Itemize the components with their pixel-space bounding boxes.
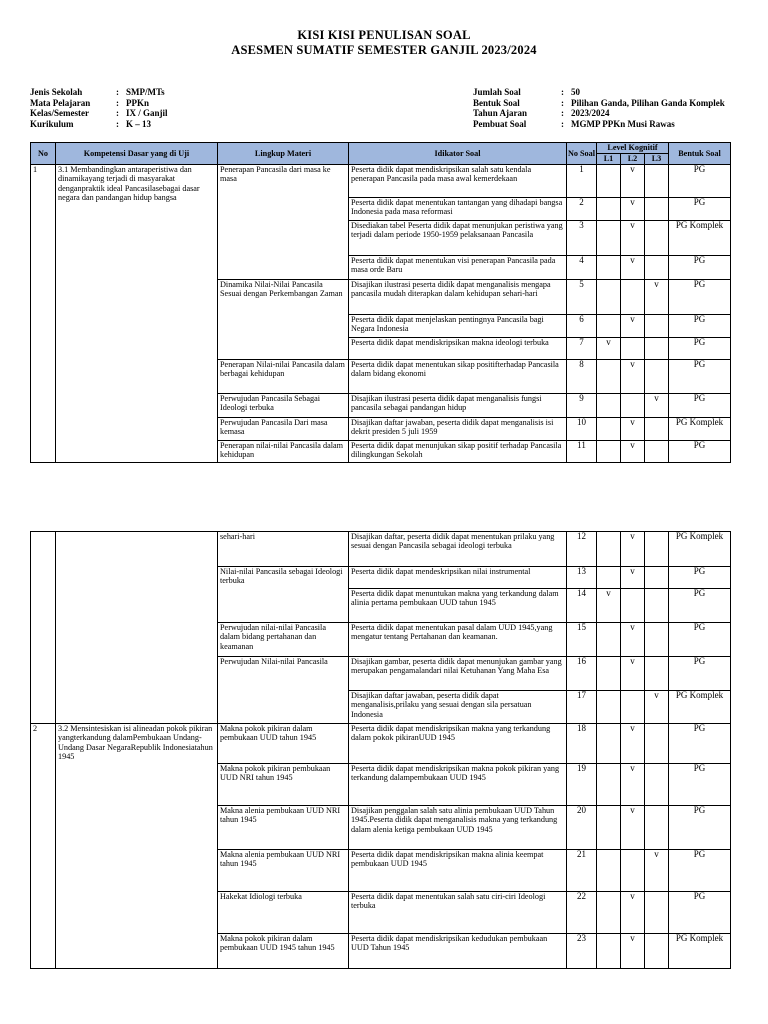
header-indikator: Idikator Soal <box>349 143 567 165</box>
level-l2 <box>621 589 645 623</box>
indikator: Disajikan ilustrasi peserta didik dapat menganalisis mengapa pancasila mudah diterapkan dalam kehidupan sehari-hari <box>349 280 567 315</box>
header-lingkup-materi: Lingkup Materi <box>218 143 349 165</box>
indikator: Disajikan ilustrasi peserta didik dapat menganalisis fungsi pancasila sebagai pandangan hidup <box>349 394 567 418</box>
level-l1 <box>597 280 621 315</box>
info-value: MGMP PPKn Musi Rawas <box>571 118 675 129</box>
level-l3 <box>645 589 669 623</box>
indikator: Peserta didik dapat menentukan tantangan yang dihadapi bangsa Indonesia pada masa reformasi <box>349 198 567 221</box>
table-row <box>31 724 731 764</box>
indikator: Disediakan tabel Peserta didik dapat menunjukan peristiwa yang terjadi dalam periode 1950-1959 pelaksanaan Pancasila <box>349 221 567 256</box>
no-soal: 9 <box>567 394 597 418</box>
level-l1: v <box>597 589 621 623</box>
group-no <box>31 532 56 724</box>
level-l1 <box>597 934 621 969</box>
header-l1: L1 <box>597 154 621 165</box>
level-l1 <box>597 623 621 657</box>
level-l2: v <box>621 441 645 463</box>
level-l1 <box>597 441 621 463</box>
no-soal: 6 <box>567 315 597 338</box>
level-l3 <box>645 806 669 850</box>
level-l3 <box>645 532 669 567</box>
level-l2: v <box>621 806 645 850</box>
table-row <box>31 165 731 198</box>
kisi-kisi-table-part1 <box>30 142 731 463</box>
level-l3 <box>645 764 669 806</box>
document-subtitle: ASESMEN SUMATIF SEMESTER GANJIL 2023/2024 <box>231 43 537 57</box>
level-l1 <box>597 532 621 567</box>
level-l3: v <box>645 850 669 892</box>
kompetensi-dasar: 3.2 Mensintesiskan isi alineadan pokok pikiran yangterkandung dalamPembukaan Undang-Undang Dasar NegaraRepublik Indonesiatahun 1945 <box>56 724 218 969</box>
info-label: Mata Pelajaran <box>30 97 91 108</box>
info-label: Pembuat Soal <box>473 118 527 129</box>
info-right-block <box>473 87 725 129</box>
no-soal: 4 <box>567 256 597 280</box>
lingkup-materi: Penerapan nilai-nilai Pancasila dalam kehidupan <box>218 441 349 463</box>
lingkup-materi: Perwujudan Pancasila Sebagai Ideologi terbuka <box>218 394 349 418</box>
bentuk-soal: PG <box>669 394 731 418</box>
indikator: Peserta didik dapat mendiskripsikan kedudukan pembukaan UUD Tahun 1945 <box>349 934 567 969</box>
no-soal: 10 <box>567 418 597 441</box>
level-l1 <box>597 315 621 338</box>
indikator: Peserta didik dapat mendiskripsikan salah satu kendala penerapan Pancasila pada masa awal kemerdekaan <box>349 165 567 198</box>
level-l3 <box>645 338 669 360</box>
level-l2: v <box>621 567 645 589</box>
level-l2: v <box>621 418 645 441</box>
header-l2: L2 <box>621 154 645 165</box>
header-l3: L3 <box>645 154 669 165</box>
info-row <box>473 108 725 119</box>
level-l1 <box>597 724 621 764</box>
info-left-block <box>30 87 168 129</box>
level-l2: v <box>621 892 645 934</box>
level-l3: v <box>645 394 669 418</box>
bentuk-soal: PG <box>669 623 731 657</box>
header-no: No <box>31 143 56 165</box>
info-label: Kelas/Semester <box>30 108 89 118</box>
level-l3 <box>645 418 669 441</box>
info-label: Tahun Ajaran <box>473 108 527 118</box>
info-label: Jumlah Soal <box>473 87 521 97</box>
level-l2: v <box>621 934 645 969</box>
kompetensi-dasar: 3.1 Membandingkan antaraperistiwa dan dinamikayang terjadi di masyarakat denganpraktik ideal Pancasilasebagai dasar negara dan pandangan hidup bangsa <box>56 165 218 463</box>
level-l3 <box>645 567 669 589</box>
bentuk-soal: PG <box>669 198 731 221</box>
indikator: Peserta didik dapat menjelaskan pentingnya Pancasila bagi Negara Indonesia <box>349 315 567 338</box>
no-soal: 3 <box>567 221 597 256</box>
header-bentuk-soal: Bentuk Soal <box>669 143 731 165</box>
no-soal: 16 <box>567 657 597 691</box>
level-l2: v <box>621 198 645 221</box>
no-soal: 23 <box>567 934 597 969</box>
indikator: Disajikan daftar jawaban, peserta didik dapat menganalisis isi dekrit presiden 5 juli 1959 <box>349 418 567 441</box>
level-l3 <box>645 315 669 338</box>
info-label: Kurikulum <box>30 118 74 129</box>
table-row <box>31 532 731 567</box>
bentuk-soal: PG <box>669 165 731 198</box>
level-l1 <box>597 764 621 806</box>
level-l1 <box>597 806 621 850</box>
bentuk-soal: PG <box>669 850 731 892</box>
level-l3 <box>645 892 669 934</box>
bentuk-soal: PG Komplek <box>669 418 731 441</box>
info-row <box>473 98 725 109</box>
info-sep: : <box>116 97 119 108</box>
bentuk-soal: PG <box>669 256 731 280</box>
no-soal: 22 <box>567 892 597 934</box>
level-l2 <box>621 280 645 315</box>
no-soal: 20 <box>567 806 597 850</box>
indikator: Peserta didik dapat menuntukan makna yang terkandung dalam alinia pertama pembukaan UUD tahun 1945 <box>349 589 567 623</box>
level-l2: v <box>621 623 645 657</box>
bentuk-soal: PG <box>669 589 731 623</box>
level-l2: v <box>621 256 645 280</box>
level-l1 <box>597 657 621 691</box>
lingkup-materi: Hakekat Idiologi terbuka <box>218 892 349 934</box>
no-soal: 18 <box>567 724 597 764</box>
level-l2 <box>621 394 645 418</box>
info-value: 50 <box>571 87 580 97</box>
indikator: Peserta didik dapat menentukan salah satu ciri-ciri Ideologi terbuka <box>349 892 567 934</box>
level-l3 <box>645 657 669 691</box>
level-l1 <box>597 256 621 280</box>
info-label: Bentuk Soal <box>473 97 520 108</box>
level-l2 <box>621 691 645 724</box>
level-l1 <box>597 360 621 394</box>
level-l3 <box>645 165 669 198</box>
info-sep: : <box>561 108 564 118</box>
level-l3 <box>645 934 669 969</box>
lingkup-materi: Penerapan Nilai-nilai Pancasila dalam berbagai kehidupan <box>218 360 349 394</box>
no-soal: 5 <box>567 280 597 315</box>
bentuk-soal: PG <box>669 724 731 764</box>
info-sep: : <box>116 118 119 129</box>
indikator: Disajikan daftar jawaban, peserta didik dapat menganalisis,prilaku yang sesuai dengan sila persatuan Indonesia <box>349 691 567 724</box>
header-no-soal: No Soal <box>567 143 597 165</box>
bentuk-soal: PG <box>669 315 731 338</box>
indikator: Peserta didik dapat mendiskripsikan makna ideologi terbuka <box>349 338 567 360</box>
header-level-kognitif: Level Kognitif <box>597 143 669 154</box>
indikator: Peserta didik dapat mendeskripsikan nilai instrumental <box>349 567 567 589</box>
info-row <box>30 98 168 109</box>
level-l3 <box>645 441 669 463</box>
indikator: Peserta didik dapat mendiskripsikan makna yang terkandung dalam pokok pikiranUUD 1945 <box>349 724 567 764</box>
lingkup-materi: Makna alenia pembukaan UUD NRI tahun 1945 <box>218 806 349 850</box>
level-l1 <box>597 567 621 589</box>
level-l3: v <box>645 691 669 724</box>
level-l3 <box>645 623 669 657</box>
document-title: KISI KISI PENULISAN SOAL <box>297 28 471 42</box>
info-value: K – 13 <box>126 118 152 129</box>
indikator: Peserta didik dapat mendiskripsikan makna alinia keempat pembukaan UUD 1945 <box>349 850 567 892</box>
no-soal: 14 <box>567 589 597 623</box>
bentuk-soal: PG <box>669 892 731 934</box>
no-soal: 8 <box>567 360 597 394</box>
bentuk-soal: PG <box>669 360 731 394</box>
lingkup-materi: Nilai-nilai Pancasila sebagai Ideologi terbuka <box>218 567 349 623</box>
level-l3 <box>645 724 669 764</box>
level-l2: v <box>621 724 645 764</box>
level-l2: v <box>621 165 645 198</box>
info-sep: : <box>116 87 119 97</box>
bentuk-soal: PG <box>669 280 731 315</box>
level-l2: v <box>621 360 645 394</box>
bentuk-soal: PG <box>669 441 731 463</box>
indikator: Disajikan gambar, peserta didik dapat menunjukan gambar yang merupakan pengamalandari nilai Ketuhanan Yang Maha Esa <box>349 657 567 691</box>
level-l2: v <box>621 315 645 338</box>
indikator: Peserta didik dapat menunjukan sikap positif terhadap Pancasila dilingkungan Sekolah <box>349 441 567 463</box>
info-value: IX / Ganjil <box>126 108 168 118</box>
info-row <box>30 108 168 119</box>
header-kd: Kompetensi Dasar yang di Uji <box>56 143 218 165</box>
lingkup-materi: Makna pokok pikiran dalam pembukaan UUD 1945 tahun 1945 <box>218 934 349 969</box>
lingkup-materi: Dinamika Nilai-Nilai Pancasila Sesuai dengan Perkembangan Zaman <box>218 280 349 360</box>
bentuk-soal: PG Komplek <box>669 691 731 724</box>
lingkup-materi: Perwujudan nilai-nilai Pancasila dalam bidang pertahanan dan keamanan <box>218 623 349 657</box>
info-sep: : <box>561 97 564 108</box>
info-value: 2023/2024 <box>571 108 610 118</box>
bentuk-soal: PG Komplek <box>669 934 731 969</box>
no-soal: 7 <box>567 338 597 360</box>
level-l3 <box>645 360 669 394</box>
info-value: PPKn <box>126 97 150 108</box>
no-soal: 13 <box>567 567 597 589</box>
level-l1 <box>597 850 621 892</box>
indikator: Disajikan daftar, peserta didik dapat menentukan prilaku yang sesuai dengan Pancasila sebagai ideologi terbuka <box>349 532 567 567</box>
no-soal: 19 <box>567 764 597 806</box>
no-soal: 11 <box>567 441 597 463</box>
level-l1: v <box>597 338 621 360</box>
level-l1 <box>597 394 621 418</box>
info-row <box>473 87 725 98</box>
level-l1 <box>597 165 621 198</box>
kisi-kisi-table-part2 <box>30 531 731 969</box>
indikator: Peserta didik dapat menentukan pasal dalam UUD 1945,yang mengatur tentang Pertahanan dan keamanan. <box>349 623 567 657</box>
bentuk-soal: PG <box>669 567 731 589</box>
group-no: 2 <box>31 724 56 969</box>
bentuk-soal: PG <box>669 338 731 360</box>
bentuk-soal: PG <box>669 806 731 850</box>
indikator: Peserta didik dapat menentukan sikap positifterhadap Pancasila dalam bidang ekonomi <box>349 360 567 394</box>
info-sep: : <box>116 108 119 118</box>
level-l1 <box>597 198 621 221</box>
level-l1 <box>597 221 621 256</box>
level-l3 <box>645 221 669 256</box>
info-row <box>30 87 168 98</box>
lingkup-materi: Penerapan Pancasila dari masa ke masa <box>218 165 349 280</box>
level-l2: v <box>621 221 645 256</box>
indikator: Disajikan penggalan salah satu alinia pembukaan UUD Tahun 1945.Peserta didik dapat menganalisis makna yang terkandung dalam alenia ketiga pembukaan UUD 1945 <box>349 806 567 850</box>
lingkup-materi: Perwujudan Nilai-nilai Pancasila <box>218 657 349 724</box>
level-l1 <box>597 892 621 934</box>
lingkup-materi: Makna pokok pikiran dalam pembukaan UUD tahun 1945 <box>218 724 349 764</box>
indikator: Peserta didik dapat mendiskripsikan makna pokok pikiran yang terkandung dalampembukaan UUD 1945 <box>349 764 567 806</box>
lingkup-materi: sehari-hari <box>218 532 349 567</box>
kompetensi-dasar <box>56 532 218 724</box>
level-l2: v <box>621 657 645 691</box>
indikator: Peserta didik dapat menentukan visi penerapan Pancasila pada masa orde Baru <box>349 256 567 280</box>
bentuk-soal: PG <box>669 657 731 691</box>
bentuk-soal: PG Komplek <box>669 532 731 567</box>
no-soal: 15 <box>567 623 597 657</box>
info-row <box>473 119 725 130</box>
level-l2: v <box>621 532 645 567</box>
info-value: Pilihan Ganda, Pilihan Ganda Komplek <box>571 97 725 108</box>
no-soal: 12 <box>567 532 597 567</box>
level-l1 <box>597 418 621 441</box>
no-soal: 2 <box>567 198 597 221</box>
level-l3 <box>645 256 669 280</box>
lingkup-materi: Makna pokok pikiran pembukaan UUD NRI tahun 1945 <box>218 764 349 806</box>
group-no: 1 <box>31 165 56 463</box>
info-sep: : <box>561 87 564 97</box>
lingkup-materi: Perwujudan Pancasila Dari masa kemasa <box>218 418 349 441</box>
level-l2 <box>621 850 645 892</box>
level-l1 <box>597 691 621 724</box>
level-l2: v <box>621 764 645 806</box>
level-l2 <box>621 338 645 360</box>
no-soal: 21 <box>567 850 597 892</box>
bentuk-soal: PG Komplek <box>669 221 731 256</box>
lingkup-materi: Makna alenia pembukaan UUD NRI tahun 1945 <box>218 850 349 892</box>
level-l3 <box>645 198 669 221</box>
info-row <box>30 119 168 130</box>
bentuk-soal: PG <box>669 764 731 806</box>
no-soal: 17 <box>567 691 597 724</box>
info-label: Jenis Sekolah <box>30 87 83 97</box>
info-sep: : <box>561 118 564 129</box>
no-soal: 1 <box>567 165 597 198</box>
info-value: SMP/MTs <box>126 87 165 97</box>
level-l3: v <box>645 280 669 315</box>
